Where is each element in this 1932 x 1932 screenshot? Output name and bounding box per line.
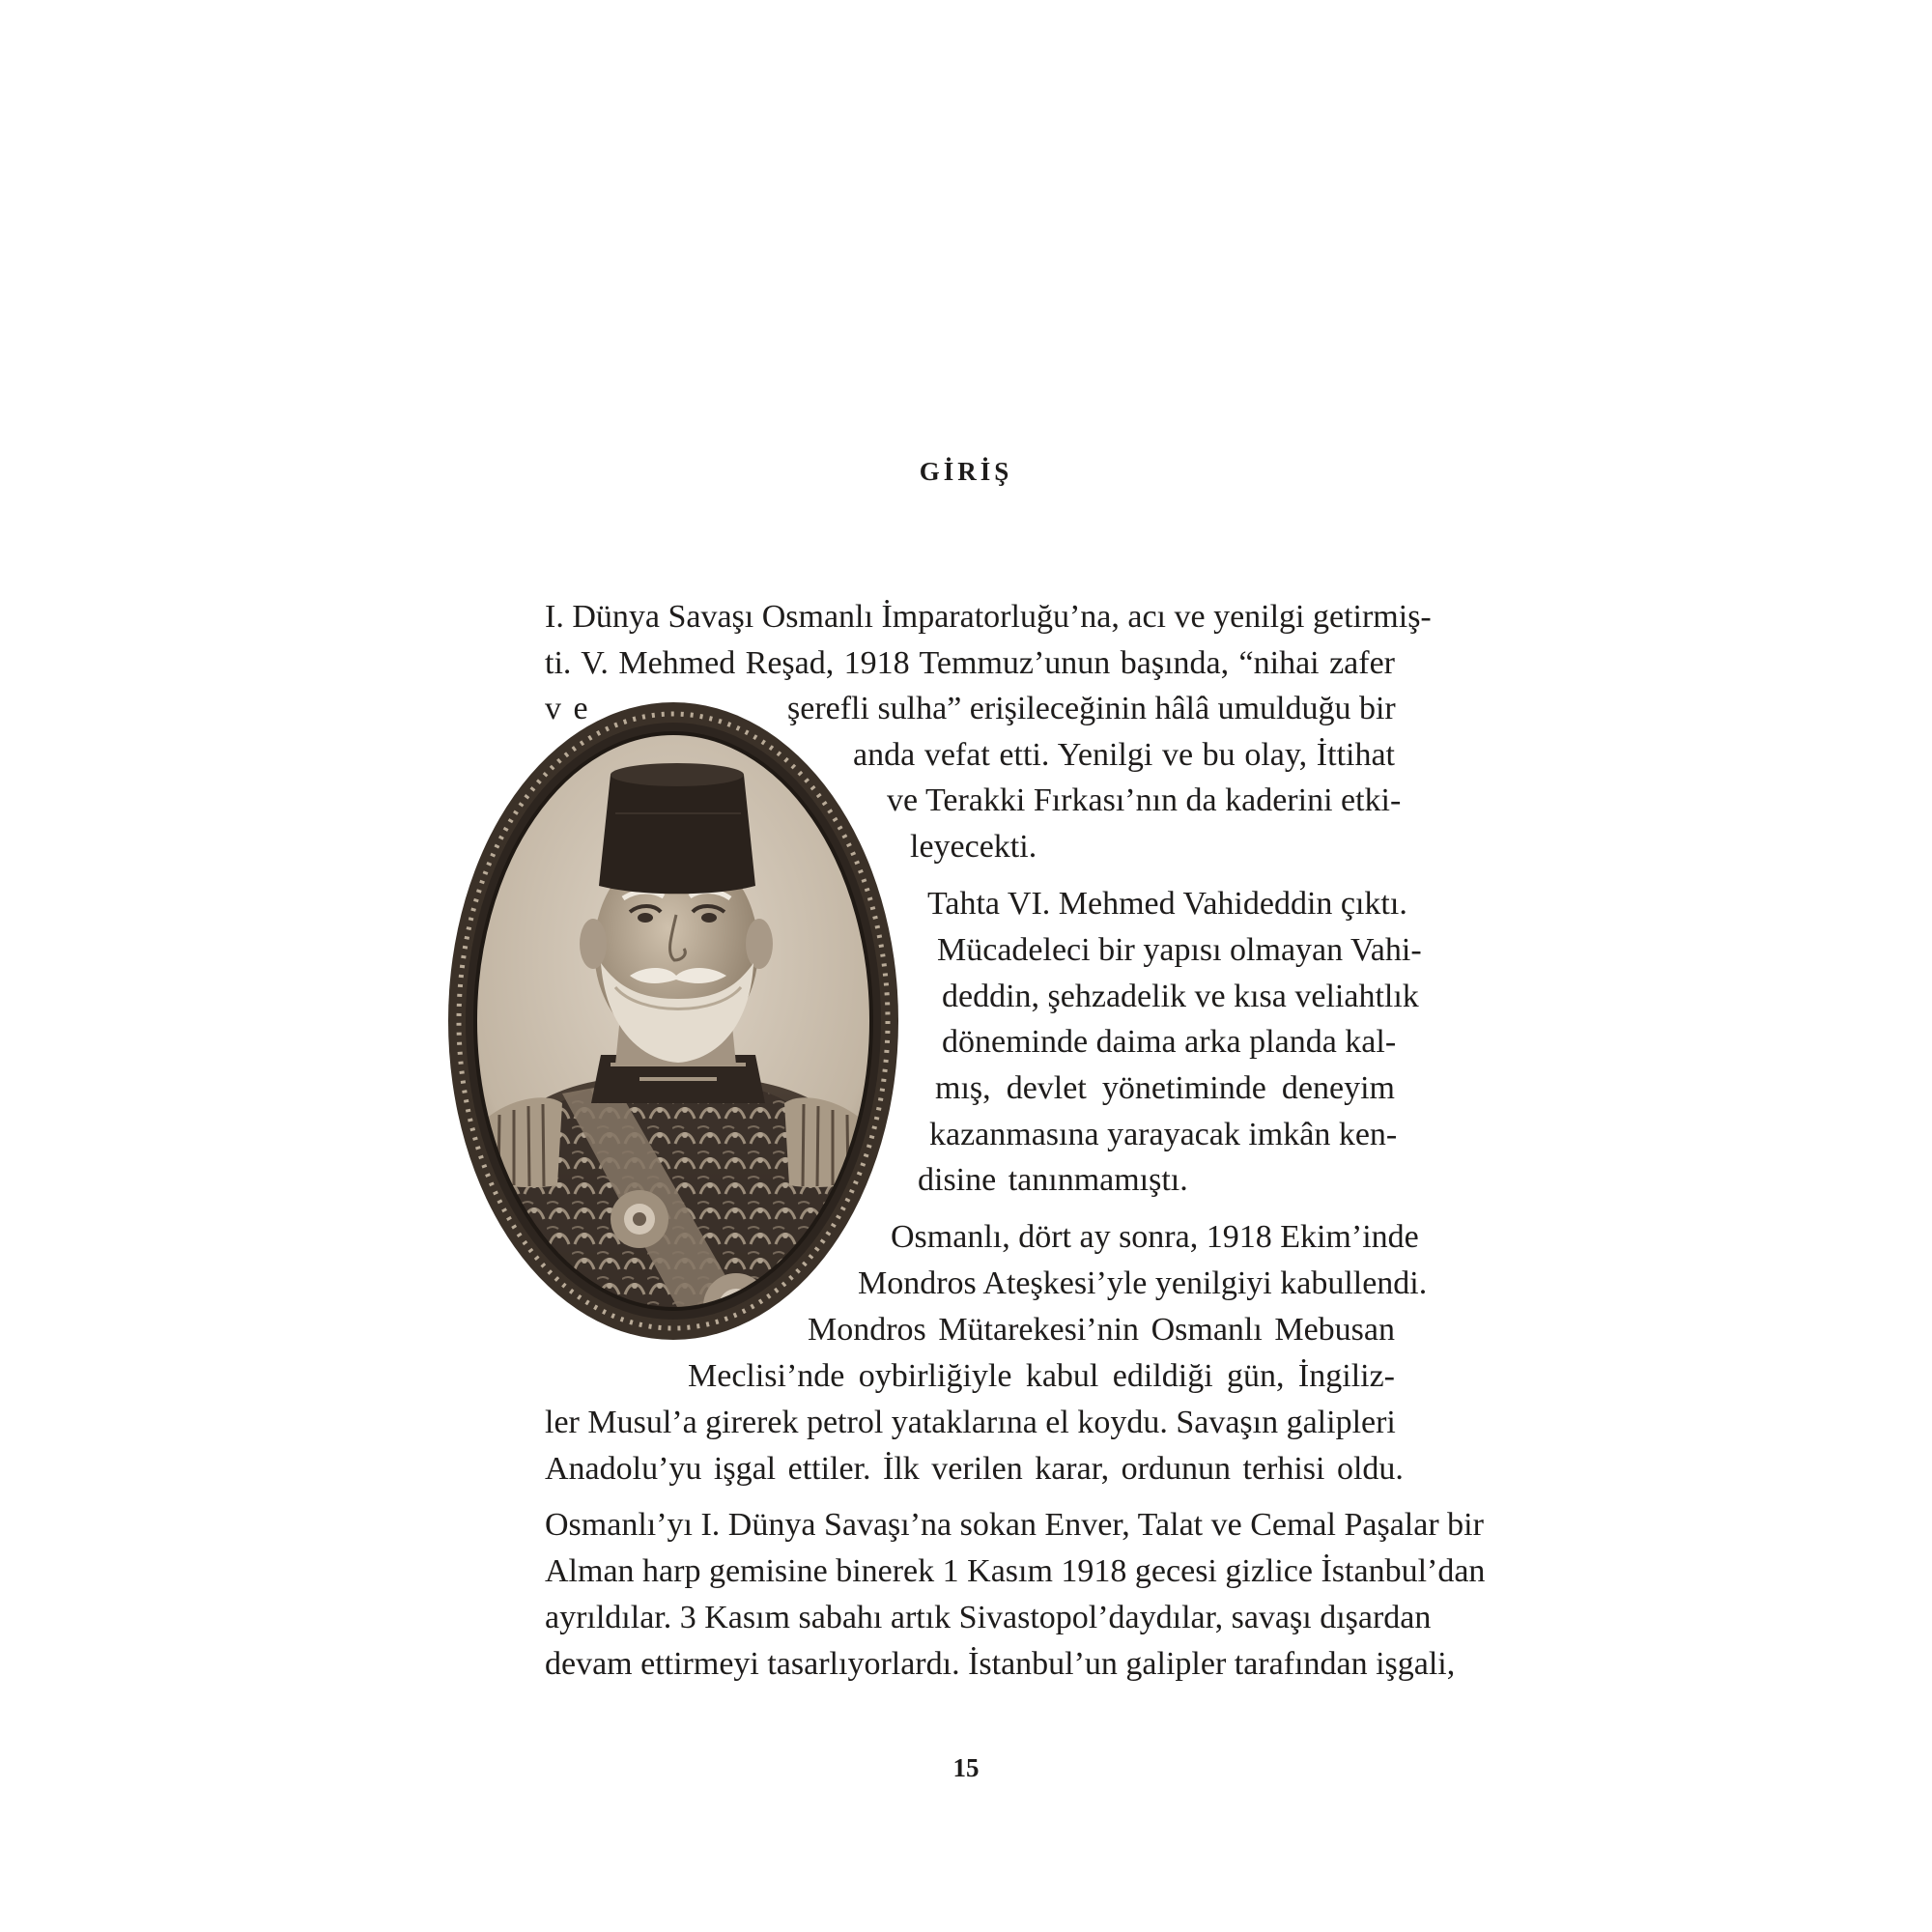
text-line: anda vefat etti. Yenilgi ve bu olay, İttihat [853, 737, 1395, 773]
text-line: Osmanlı, dört ay sonra, 1918 Ekim’inde [891, 1219, 1419, 1255]
text-line: ler Musul’a girerek petrol yataklarına el koydu. Savaşın galipleri [545, 1405, 1396, 1440]
text-line: Tahta VI. Mehmed Vahideddin çıktı. [927, 886, 1407, 922]
text-line: deddin, şehzadelik ve kısa veliahtlık [942, 979, 1419, 1014]
page-title: GİRİŞ [919, 457, 1013, 486]
page-number: 15 [952, 1753, 980, 1782]
text-line: şerefli sulha” erişileceğinin hâlâ umulduğu bir [787, 691, 1396, 726]
portrait-svg [446, 697, 900, 1345]
portrait-image [446, 697, 900, 1345]
text-line: ve Terakki Fırkası’nın da kaderini etki- [887, 782, 1402, 818]
text-line: devam ettirmeyi tasarlıyorlardı. İstanbul’un galipler tarafından işgali, [545, 1646, 1456, 1682]
text-line: I. Dünya Savaşı Osmanlı İmparatorluğu’na, acı ve yenilgi getirmiş- [545, 599, 1432, 635]
text-line: Alman harp gemisine binerek 1 Kasım 1918 gecesi gizlice İstanbul’dan [545, 1553, 1486, 1589]
text-line: Osmanlı’yı I. Dünya Savaşı’na sokan Enver, Talat ve Cemal Paşalar bir [545, 1507, 1484, 1543]
text-line: kazanmasına yarayacak imkân ken- [929, 1117, 1398, 1152]
text-line: disine tanınmamıştı. [918, 1162, 1188, 1198]
text-line: Mücadeleci bir yapısı olmayan Vahi- [937, 932, 1422, 968]
text-line: leyecekti. [910, 829, 1037, 865]
text-line: Mondros Mütarekesi’nin Osmanlı Mebusan [808, 1312, 1395, 1348]
text-line: döneminde daima arka planda kal- [942, 1024, 1397, 1060]
photo-content [446, 697, 900, 1345]
text-line: ti. V. Mehmed Reşad, 1918 Temmuz’unun başında, “nihai zafer [545, 645, 1395, 681]
text-line: Meclisi’nde oybirliğiyle kabul edildiği gün, İngiliz- [688, 1358, 1395, 1394]
text-line: mış, devlet yönetiminde deneyim [935, 1070, 1395, 1106]
medal-left [611, 1190, 668, 1248]
text-line: ayrıldılar. 3 Kasım sabahı artık Sivastopol’daydılar, savaşı dışardan [545, 1600, 1432, 1635]
text-line: Anadolu’yu işgal ettiler. İlk verilen karar, ordunun terhisi oldu. [545, 1451, 1404, 1487]
text-line: Mondros Ateşkesi’yle yenilgiyi kabullendi. [858, 1265, 1428, 1301]
text-line: v e [545, 691, 588, 726]
